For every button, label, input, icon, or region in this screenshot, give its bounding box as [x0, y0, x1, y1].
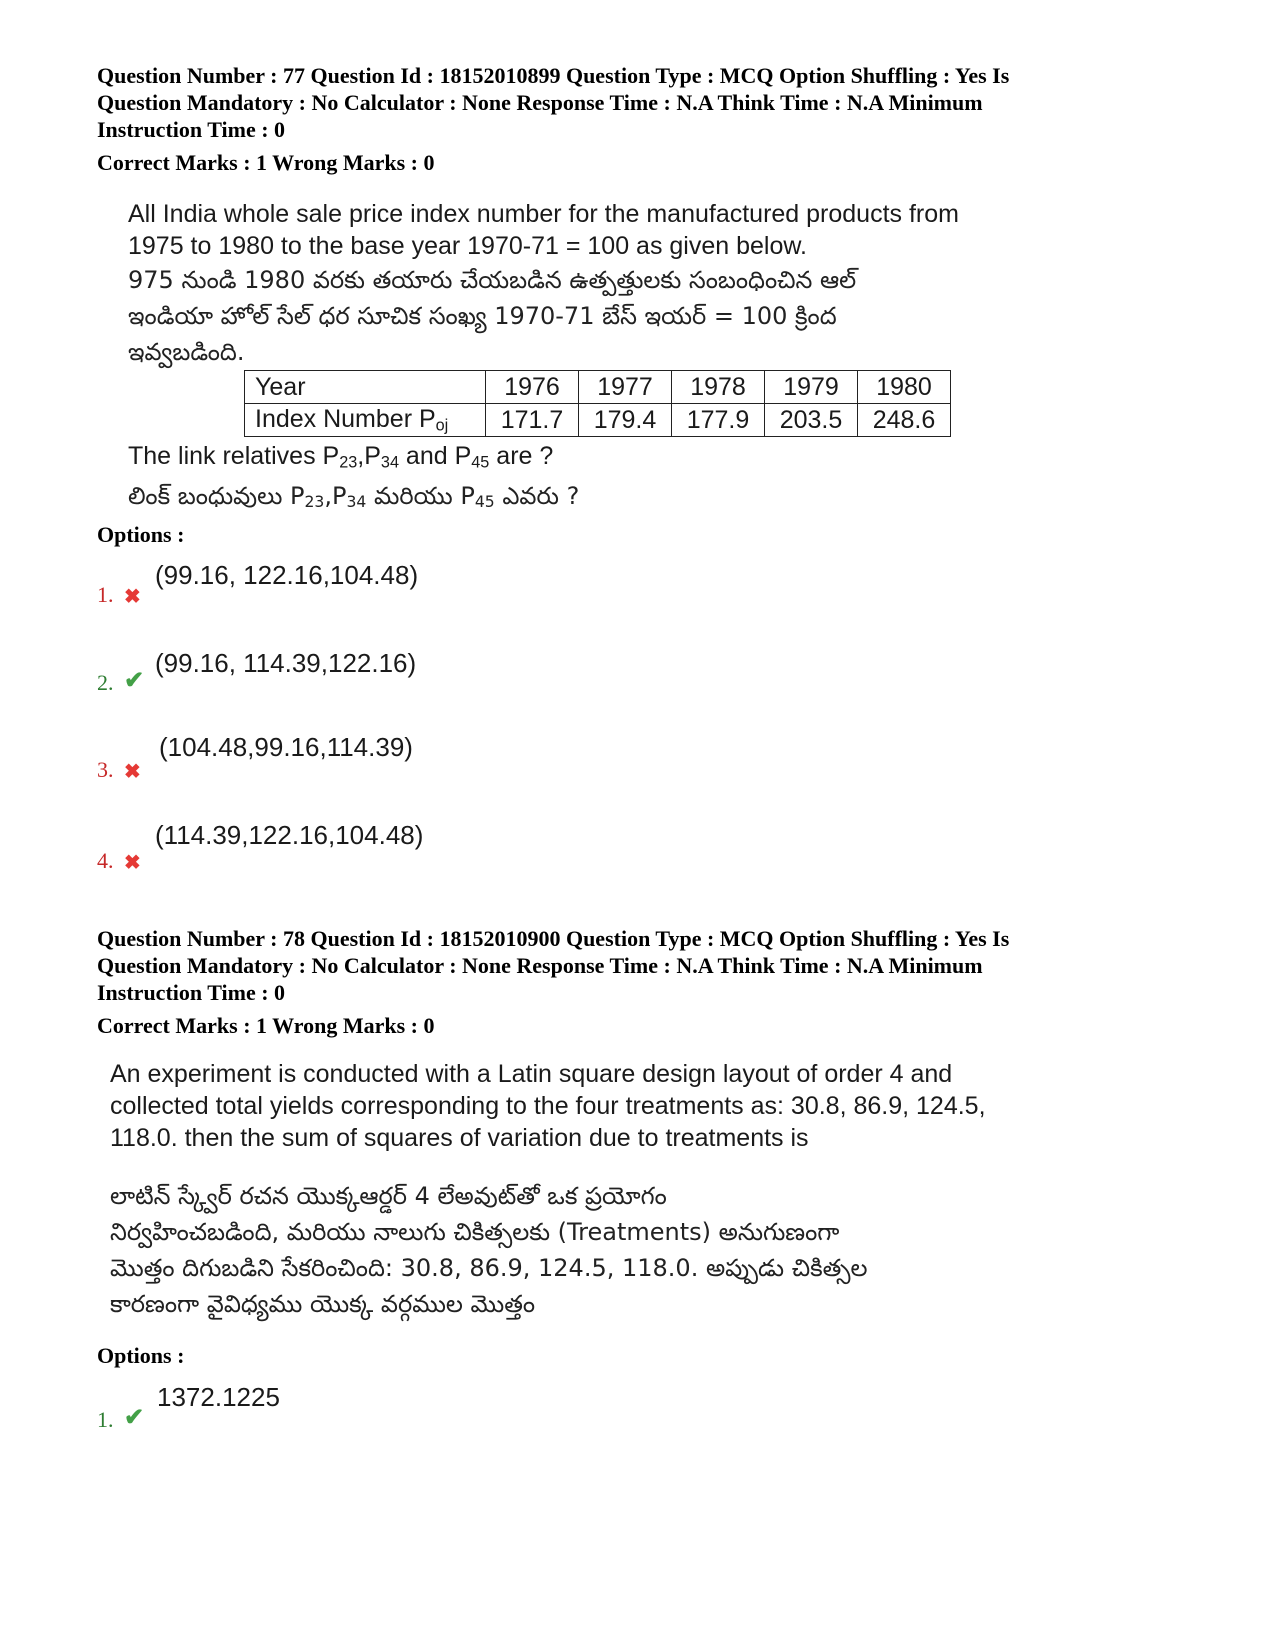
question-text-te: 975 నుండి 1980 వరకు తయారు చేయబడిన ఉత్పత్తులకు సంబంధించిన ఆల్ [128, 266, 857, 294]
option-text: (99.16, 122.16,104.48) [155, 560, 419, 590]
meta-line: Question Number : 78 Question Id : 18152010900 Question Type : MCQ Option Shuffling : Yes Is [97, 926, 1010, 951]
question-77-ask [128, 440, 579, 518]
text: The link relatives P [128, 442, 340, 470]
option-4[interactable] [97, 820, 697, 880]
option-number: 2. [97, 670, 114, 695]
cross-icon: ✖ [124, 761, 141, 783]
cross-icon: ✖ [124, 852, 141, 874]
check-icon: ✔ [124, 1405, 145, 1431]
ask-text-en [128, 440, 579, 478]
question-text-en: 1975 to 1980 to the base year 1970-71 = 100 as given below. [128, 232, 807, 260]
text: ,P [324, 482, 347, 511]
option-2[interactable] [97, 648, 697, 708]
option-number: 1. [97, 582, 114, 607]
question-77-meta [97, 62, 1097, 143]
option-3[interactable] [97, 732, 697, 792]
meta-line: Question Number : 77 Question Id : 18152010899 Question Type : MCQ Option Shuffling : Yes Is [97, 63, 1010, 88]
ask-text-te [128, 480, 579, 518]
table-cell: 171.7 [486, 404, 579, 437]
question-text-te: లాటిన్ స్క్వేర్ రచన యొక్కఆర్డర్ 4 లేఅవుట్‌తో ఒక ప్రయోగం [110, 1182, 667, 1210]
subscript: 34 [346, 493, 367, 512]
text: ,P [357, 442, 381, 470]
table-header-cell: Year [245, 371, 486, 404]
table-cell: 1980 [858, 371, 951, 404]
table-cell: 1979 [765, 371, 858, 404]
option-text: (104.48,99.16,114.39) [159, 732, 413, 762]
subscript: 45 [474, 493, 495, 512]
question-text-te: నిర్వహించబడింది, మరియు నాలుగు చికిత్సలకు (Treatments) అనుగుణంగా [110, 1218, 840, 1246]
question-78-body [110, 1058, 986, 1320]
question-text-te: ఇండియా హోల్ సేల్ ధర సూచిక సంఖ్య 1970-71 బేస్ ఇయర్ = 100 క్రింద [128, 302, 837, 330]
table-cell: 1977 [579, 371, 672, 404]
subscript: 45 [471, 453, 490, 472]
meta-line: Question Mandatory : No Calculator : None Response Time : N.A Think Time : N.A Minimum [97, 90, 983, 115]
subscript: 23 [304, 493, 325, 512]
meta-line: Instruction Time : 0 [97, 117, 286, 142]
question-78-marks: Correct Marks : 1 Wrong Marks : 0 [97, 1013, 435, 1038]
table-cell: 179.4 [579, 404, 672, 437]
text: మరియు P [366, 482, 475, 511]
label-main: Index Number P [255, 404, 436, 433]
question-text-en: collected total yields corresponding to the four treatments as: 30.8, 86.9, 124.5, [110, 1092, 986, 1120]
option-text: (99.16, 114.39,122.16) [155, 648, 417, 678]
label-subscript: oj [435, 416, 449, 435]
question-text-en: 118.0. then the sum of squares of variation due to treatments is [110, 1124, 809, 1152]
question-77-marks: Correct Marks : 1 Wrong Marks : 0 [97, 150, 435, 175]
table-cell: 248.6 [858, 404, 951, 437]
subscript: 23 [339, 453, 358, 472]
option-number: 3. [97, 757, 114, 782]
question-text-te: కారణంగా వైవిధ్యము యొక్క వర్గముల మొత్తం [110, 1290, 536, 1318]
question-77-body [128, 198, 959, 368]
table-cell: 1976 [486, 371, 579, 404]
cross-icon: ✖ [124, 586, 141, 608]
meta-line: Question Mandatory : No Calculator : None Response Time : N.A Think Time : N.A Minimum [97, 953, 983, 978]
question-text-en: All India whole sale price index number for the manufactured products from [128, 200, 959, 228]
table-row [245, 404, 951, 437]
table-cell: 1978 [672, 371, 765, 404]
table-cell: 203.5 [765, 404, 858, 437]
index-number-table [244, 370, 951, 437]
options-label: Options : [97, 522, 185, 547]
text: are ? [489, 442, 554, 470]
option-text: (114.39,122.16,104.48) [155, 820, 424, 850]
option-text: 1372.1225 [157, 1382, 280, 1412]
text: లింక్ బంధువులు P [128, 482, 305, 511]
question-78-meta [97, 925, 1097, 1006]
table-header-cell [245, 404, 486, 437]
options-label: Options : [97, 1343, 185, 1368]
question-text-te: ఇవ్వబడింది. [128, 338, 245, 366]
question-text-en: An experiment is conducted with a Latin square design layout of order 4 and [110, 1060, 953, 1088]
table-cell: 177.9 [672, 404, 765, 437]
meta-line: Instruction Time : 0 [97, 980, 286, 1005]
subscript: 34 [380, 453, 399, 472]
check-icon: ✔ [124, 668, 145, 694]
option-number: 1. [97, 1407, 114, 1432]
text: and P [398, 442, 472, 470]
question-text-te: మొత్తం దిగుబడిని సేకరించింది: 30.8, 86.9, 124.5, 118.0. అప్పుడు చికిత్సల [110, 1254, 868, 1282]
text: ఎవరు ? [494, 482, 580, 511]
table-row [245, 371, 951, 404]
option-1[interactable] [97, 1382, 697, 1442]
option-number: 4. [97, 848, 114, 873]
option-1[interactable] [97, 560, 697, 620]
